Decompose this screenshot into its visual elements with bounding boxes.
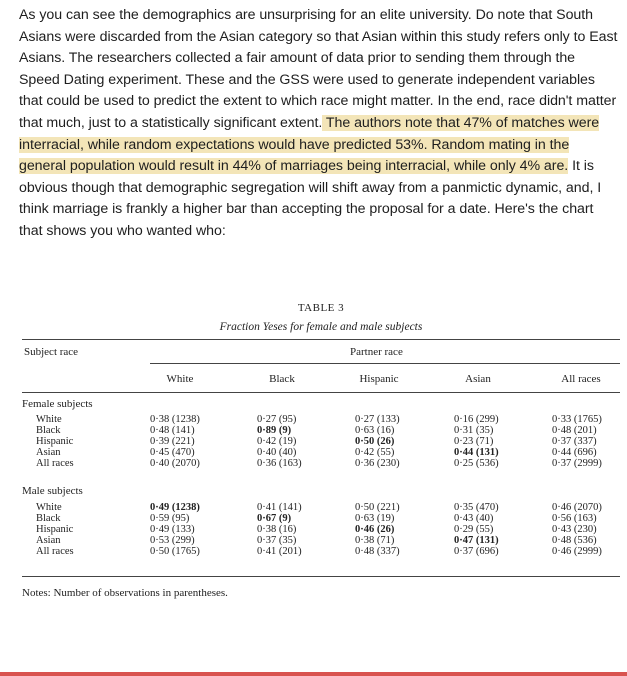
female-row-labels xyxy=(36,414,74,469)
female-col-white: 0·38 (1238) 0·48 (141) 0·39 (221) 0·45 (470) 0·40 (2070) xyxy=(150,414,200,470)
col-header-all-races: All races xyxy=(561,373,601,385)
paragraph-highlight: The authors note that 47% of matches were interracial, while random expectations would have predicted 53%. Random mating in the general population would result in 44% of marriages being interracial, while only 4% are. xyxy=(19,114,600,175)
female-subjects-label: Female subjects xyxy=(22,398,93,410)
female-col-asian: 0·16 (299) 0·31 (35) 0·23 (71) 0·44 (131) 0·25 (536) xyxy=(454,414,499,470)
col-header-hispanic: Hispanic xyxy=(359,373,399,385)
male-col-black: 0·41 (141) 0·67 (9) 0·38 (16) 0·37 (35) 0·41 (201) xyxy=(257,502,302,558)
paragraph-text-after: It is obvious though that demographic segregation will shift away from a panmictic dynamic, and, I think marriage is frankly a higher bar than accepting the proposal for a date. Here's the chart that shows you who wanted who: xyxy=(19,158,602,239)
table-bottom-rule xyxy=(22,576,620,577)
article-paragraph xyxy=(19,5,619,243)
female-col-all-races: 0·33 (1765) 0·48 (201) 0·37 (337) 0·44 (696) 0·37 (2999) xyxy=(552,414,602,470)
row-label: Hispanic xyxy=(36,436,74,448)
row-label: Hispanic xyxy=(36,524,74,536)
row-label: All races xyxy=(36,458,74,470)
table-caption: TABLE 3 xyxy=(297,302,345,314)
partner-race-header: Partner race xyxy=(350,346,403,358)
row-label: Black xyxy=(36,513,61,525)
partner-race-rule xyxy=(150,363,620,364)
row-label: All races xyxy=(36,546,74,558)
row-label: Black xyxy=(36,425,61,437)
subject-race-header: Subject race xyxy=(24,346,79,358)
male-col-hispanic: 0·50 (221) 0·63 (19) 0·46 (26) 0·38 (71) 0·48 (337) xyxy=(355,502,400,558)
female-col-black: 0·27 (95) 0·89 (9) 0·42 (19) 0·40 (40) 0·36 (163) xyxy=(257,414,302,470)
male-row-labels xyxy=(36,502,74,557)
col-header-asian: Asian xyxy=(465,373,491,385)
row-label: White xyxy=(36,414,62,425)
paragraph-text-before: As you can see the demographics are unsurprising for an elite university. Do note that South Asians were discarded from the Asian category so that Asian within this study refers only to East Asians. The researchers collected a fair amount of data prior to sending them through the Speed Dating experiment. These and the GSS were used to generate independent variables that could be used to predict the extent to which race might matter. In the end, race didn't matter that much, just to a statistically significant extent. xyxy=(19,7,618,131)
male-col-all-races: 0·46 (2070) 0·56 (163) 0·43 (230) 0·48 (536) 0·46 (2999) xyxy=(552,502,602,558)
col-header-black: Black xyxy=(269,373,295,385)
male-col-white: 0·49 (1238) 0·59 (95) 0·49 (133) 0·53 (299) 0·50 (1765) xyxy=(150,502,200,558)
table-notes: Notes: Number of observations in parentheses. xyxy=(22,587,228,599)
row-label: Asian xyxy=(36,447,61,459)
col-header-white: White xyxy=(166,373,194,385)
male-col-asian: 0·35 (470) 0·43 (40) 0·29 (55) 0·47 (131) 0·37 (696) xyxy=(454,502,499,558)
row-label: White xyxy=(36,502,62,513)
row-label: Asian xyxy=(36,535,61,547)
footer-accent-bar xyxy=(0,672,627,676)
table-top-rule xyxy=(22,339,620,340)
header-bottom-rule xyxy=(22,392,620,393)
female-col-hispanic: 0·27 (133) 0·63 (16) 0·50 (26) 0·42 (55) 0·36 (230) xyxy=(355,414,400,470)
male-subjects-label: Male subjects xyxy=(22,485,83,497)
table-subtitle: Fraction Yeses for female and male subjects xyxy=(219,321,423,333)
